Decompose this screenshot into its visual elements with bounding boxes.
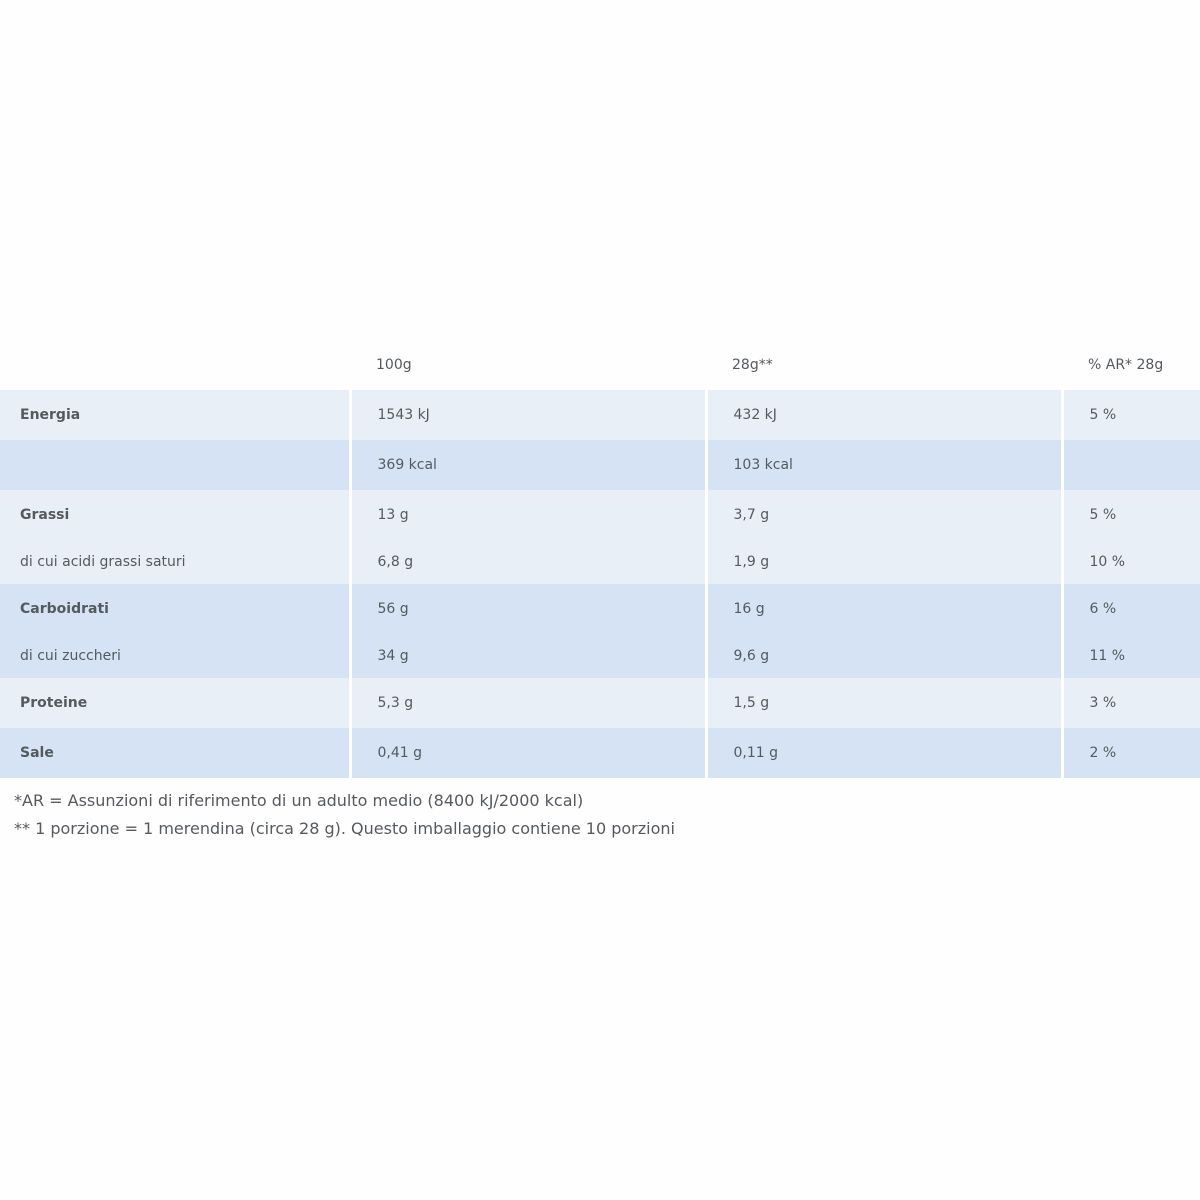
value-reference-intake: 2 % <box>1062 728 1200 778</box>
header-per-portion: 28g** <box>706 340 1062 390</box>
value-per-portion: 1,9 g <box>706 540 1062 584</box>
nutrient-label <box>0 440 350 490</box>
table-row <box>0 490 1200 540</box>
footnote-ar: *AR = Assunzioni di riferimento di un adulto medio (8400 kJ/2000 kcal) <box>14 791 584 810</box>
value-reference-intake: 5 % <box>1062 390 1200 440</box>
value-per-portion: 3,7 g <box>706 490 1062 540</box>
value-per-portion: 432 kJ <box>706 390 1062 440</box>
value-reference-intake: 10 % <box>1062 540 1200 584</box>
table-row <box>0 584 1200 634</box>
value-reference-intake <box>1062 440 1200 490</box>
nutrient-label: Grassi <box>0 490 350 540</box>
value-per-100g: 369 kcal <box>350 440 706 490</box>
table-row <box>0 634 1200 678</box>
header-reference-intake: % AR* 28g <box>1062 340 1200 390</box>
footnotes <box>14 787 675 843</box>
value-per-100g: 0,41 g <box>350 728 706 778</box>
value-per-portion: 0,11 g <box>706 728 1062 778</box>
value-per-portion: 103 kcal <box>706 440 1062 490</box>
nutrition-table-container <box>0 340 1200 778</box>
nutrient-label: Energia <box>0 390 350 440</box>
value-per-100g: 6,8 g <box>350 540 706 584</box>
table-header <box>0 340 1200 390</box>
value-per-portion: 16 g <box>706 584 1062 634</box>
nutrient-label: Carboidrati <box>0 584 350 634</box>
table-row <box>0 678 1200 728</box>
nutrient-label: di cui acidi grassi saturi <box>0 540 350 584</box>
table-row <box>0 390 1200 440</box>
value-reference-intake: 11 % <box>1062 634 1200 678</box>
value-per-portion: 9,6 g <box>706 634 1062 678</box>
value-reference-intake: 3 % <box>1062 678 1200 728</box>
row-group <box>0 584 1200 678</box>
row-group <box>0 390 1200 440</box>
row-group <box>0 440 1200 490</box>
nutrient-label: Sale <box>0 728 350 778</box>
header-per-100g: 100g <box>350 340 706 390</box>
value-reference-intake: 6 % <box>1062 584 1200 634</box>
table-row <box>0 440 1200 490</box>
value-per-100g: 34 g <box>350 634 706 678</box>
table-row <box>0 540 1200 584</box>
value-per-portion: 1,5 g <box>706 678 1062 728</box>
header-nutrient <box>0 340 350 390</box>
row-group <box>0 678 1200 728</box>
row-group <box>0 490 1200 584</box>
value-per-100g: 56 g <box>350 584 706 634</box>
value-per-100g: 5,3 g <box>350 678 706 728</box>
nutrient-label: di cui zuccheri <box>0 634 350 678</box>
value-reference-intake: 5 % <box>1062 490 1200 540</box>
footnote-portion: ** 1 porzione = 1 merendina (circa 28 g). Questo imballaggio contiene 10 porzioni <box>14 819 675 838</box>
nutrient-label: Proteine <box>0 678 350 728</box>
row-group <box>0 728 1200 778</box>
header-row <box>0 340 1200 390</box>
value-per-100g: 13 g <box>350 490 706 540</box>
table-row <box>0 728 1200 778</box>
nutrition-table <box>0 340 1200 778</box>
value-per-100g: 1543 kJ <box>350 390 706 440</box>
